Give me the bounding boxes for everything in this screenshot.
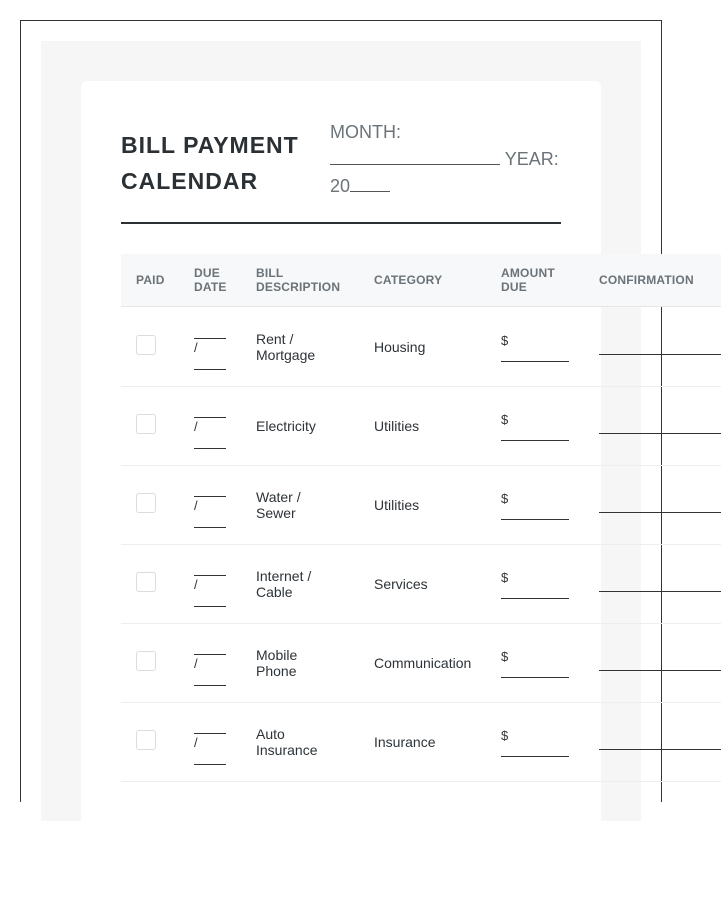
- currency-symbol: $: [501, 412, 509, 427]
- paid-checkbox[interactable]: [136, 651, 156, 671]
- confirmation-field[interactable]: [599, 512, 721, 513]
- due-date-field[interactable]: [194, 410, 226, 450]
- bill-category: Communication: [374, 654, 472, 671]
- month-label: MONTH:: [330, 122, 401, 142]
- due-date-month-line: [194, 654, 226, 655]
- bill-description: Water / Sewer: [256, 488, 301, 521]
- bill-category: Utilities: [374, 496, 420, 513]
- amount-line: [501, 519, 569, 520]
- amount-due-field[interactable]: [501, 489, 569, 521]
- amount-due-field[interactable]: [501, 726, 569, 758]
- paid-checkbox[interactable]: [136, 414, 156, 434]
- table-row: [121, 465, 721, 545]
- due-date-month-line: [194, 733, 226, 734]
- date-separator: /: [194, 577, 198, 592]
- due-date-field[interactable]: [194, 647, 226, 687]
- date-separator: /: [194, 419, 198, 434]
- bill-category: Services: [374, 575, 428, 592]
- bill-description: Rent / Mortgage: [256, 330, 316, 363]
- bill-description: Auto Insurance: [256, 725, 318, 758]
- due-date-day-line: [194, 527, 226, 528]
- bill-description: Electricity: [256, 417, 316, 434]
- due-date-field[interactable]: [194, 726, 226, 766]
- paid-checkbox[interactable]: [136, 493, 156, 513]
- document-title: BILL PAYMENT CALENDAR: [121, 132, 299, 194]
- due-date-day-line: [194, 369, 226, 370]
- due-date-day-line: [194, 606, 226, 607]
- paid-checkbox[interactable]: [136, 335, 156, 355]
- amount-due-field[interactable]: [501, 410, 569, 442]
- paid-checkbox[interactable]: [136, 730, 156, 750]
- due-date-day-line: [194, 448, 226, 449]
- confirmation-field[interactable]: [599, 433, 721, 434]
- bill-description: Mobile Phone: [256, 646, 298, 679]
- header-paid: PAID: [136, 273, 165, 287]
- header-divider: [121, 222, 561, 224]
- document-card: [81, 81, 694, 841]
- amount-due-field[interactable]: [501, 647, 569, 679]
- header-due-date: DUE DATE: [194, 266, 227, 294]
- currency-symbol: $: [501, 728, 509, 743]
- confirmation-field[interactable]: [599, 749, 721, 750]
- currency-symbol: $: [501, 649, 509, 664]
- date-separator: /: [194, 735, 198, 750]
- table-row: [121, 544, 721, 624]
- table-row: [121, 386, 721, 466]
- bill-category: Housing: [374, 338, 426, 355]
- due-date-day-line: [194, 764, 226, 765]
- date-separator: /: [194, 340, 198, 355]
- amount-line: [501, 361, 569, 362]
- currency-symbol: $: [501, 333, 509, 348]
- bill-category: Utilities: [374, 417, 420, 434]
- date-separator: /: [194, 498, 198, 513]
- page-frame: [20, 20, 694, 802]
- header-bill-description: BILL DESCRIPTION: [256, 266, 341, 294]
- amount-line: [501, 677, 569, 678]
- bill-category: Insurance: [374, 733, 436, 750]
- table-row: [121, 307, 721, 387]
- due-date-field[interactable]: [194, 568, 226, 608]
- due-date-day-line: [194, 685, 226, 686]
- due-date-month-line: [194, 417, 226, 418]
- amount-due-field[interactable]: [501, 331, 569, 363]
- amount-due-field[interactable]: [501, 568, 569, 600]
- amount-line: [501, 440, 569, 441]
- table-row: [121, 702, 721, 782]
- due-date-month-line: [194, 338, 226, 339]
- header-amount-due: AMOUNT DUE: [501, 266, 555, 294]
- bill-description: Internet / Cable: [256, 567, 312, 600]
- table-row: [121, 623, 721, 703]
- confirmation-field[interactable]: [599, 670, 721, 671]
- confirmation-field[interactable]: [599, 591, 721, 592]
- due-date-field[interactable]: [194, 489, 226, 529]
- year-prefix: 20: [330, 176, 351, 196]
- currency-symbol: $: [501, 491, 509, 506]
- amount-line: [501, 598, 569, 599]
- due-date-month-line: [194, 496, 226, 497]
- year-label: YEAR:: [504, 149, 559, 169]
- header-category: CATEGORY: [374, 273, 443, 287]
- paid-checkbox[interactable]: [136, 572, 156, 592]
- due-date-field[interactable]: [194, 331, 226, 371]
- amount-line: [501, 756, 569, 757]
- table-header: [121, 254, 721, 307]
- year-blank[interactable]: [350, 177, 390, 192]
- header-confirmation: CONFIRMATION: [599, 273, 694, 287]
- month-year-field: [330, 119, 566, 200]
- due-date-month-line: [194, 575, 226, 576]
- month-blank[interactable]: [330, 150, 500, 165]
- currency-symbol: $: [501, 570, 509, 585]
- confirmation-field[interactable]: [599, 354, 721, 355]
- date-separator: /: [194, 656, 198, 671]
